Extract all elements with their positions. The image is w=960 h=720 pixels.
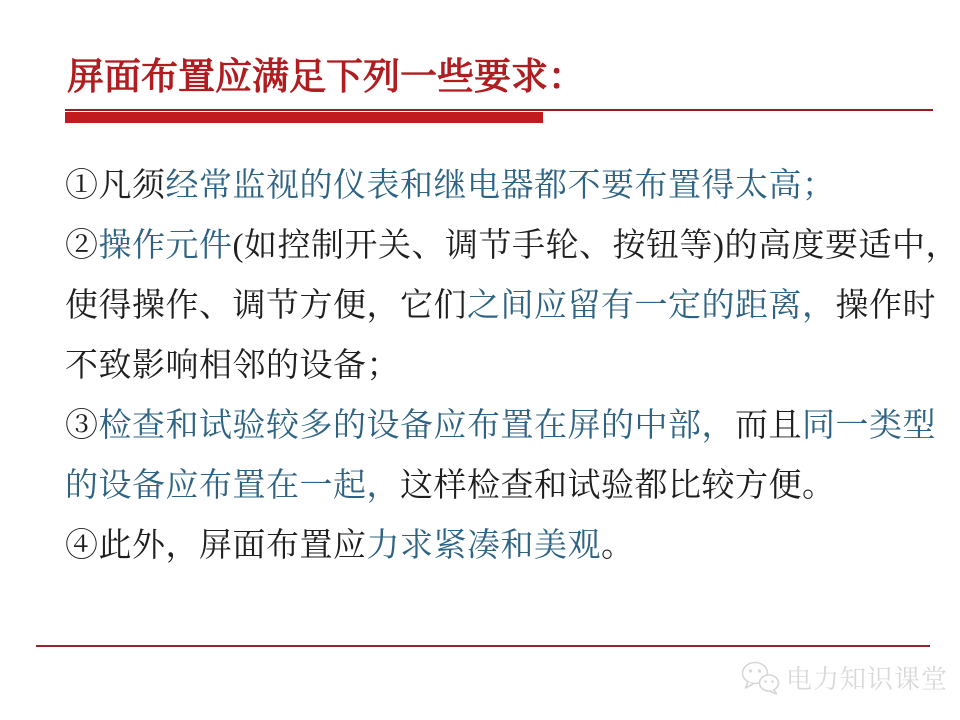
- text-line: [65, 516, 933, 576]
- footer-divider: [36, 645, 930, 647]
- text-segment: ③: [65, 408, 99, 444]
- text-line: [65, 456, 933, 516]
- title-underline-thin: [65, 109, 933, 111]
- text-segment: 操作元件: [98, 228, 233, 264]
- text-segment: 操作时: [835, 288, 936, 324]
- text-segment: 之间应留有一定的距离，: [467, 288, 836, 324]
- text-segment: ④此外，屏面布置应: [65, 528, 367, 564]
- title-underline-bar: [65, 112, 543, 123]
- wechat-icon: [740, 660, 780, 696]
- text-segment: 检查和试验较多的设备应布置在屏的中部，: [98, 408, 735, 444]
- body-text: [65, 156, 959, 576]
- text-line: [65, 276, 936, 336]
- text-segment: (如控制开关、调节手轮、按钮等)的高度要适中，: [232, 228, 959, 264]
- text-segment: 。: [601, 528, 635, 564]
- text-segment: 的设备应布置在一起，: [65, 468, 400, 504]
- text-segment: ②: [65, 228, 99, 264]
- text-line: [65, 156, 933, 216]
- footer-brand-text: 电力知识课堂: [786, 665, 949, 694]
- text-segment: 而且: [735, 408, 802, 444]
- text-segment: 这样检查和试验都比较方便。: [400, 468, 836, 504]
- text-segment: 同一类型: [802, 408, 936, 444]
- text-line: [65, 336, 933, 396]
- footer-watermark: [740, 659, 948, 696]
- text-segment: 力求紧凑和美观: [366, 528, 601, 564]
- text-line: [65, 216, 959, 276]
- text-segment: 经常监视的仪表和继电器都不要布置得太高；: [165, 168, 836, 204]
- slide-title: 屏面布置应满足下列一些要求：: [67, 57, 585, 98]
- text-segment: 使得操作、调节方便，它们: [65, 288, 467, 324]
- text-segment: 不致影响相邻的设备；: [65, 348, 400, 384]
- text-line: [65, 396, 936, 456]
- text-segment: ①凡须: [65, 168, 166, 204]
